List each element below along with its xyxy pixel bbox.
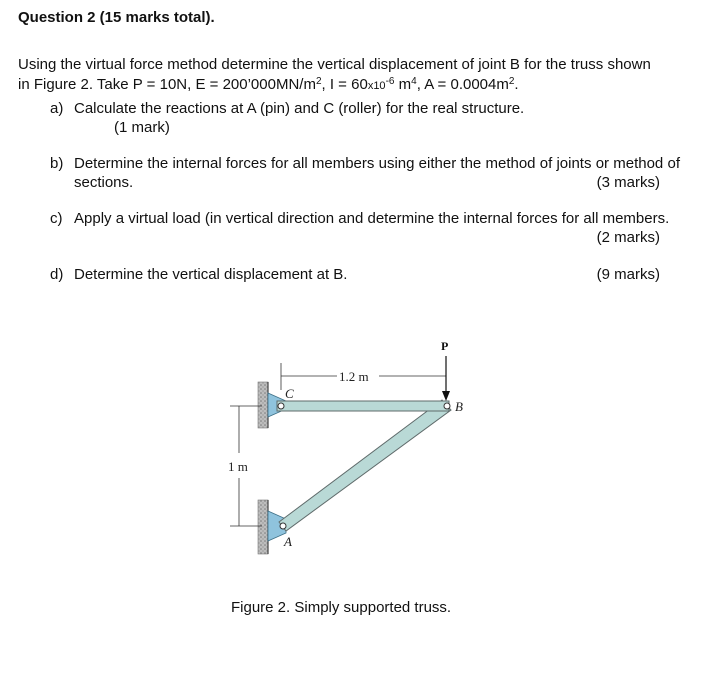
pin-a	[280, 523, 286, 529]
member-cb	[277, 401, 449, 411]
part-d-label: d)	[50, 266, 64, 283]
part-d-marks: (9 marks)	[596, 266, 660, 283]
member-ab	[279, 400, 451, 531]
intro-given-A: , A = 0.0004m	[416, 76, 509, 93]
question-heading: Question 2 (15 marks total).	[18, 9, 215, 26]
pin-c	[278, 403, 284, 409]
intro-given-E: in Figure 2. Take P = 10N, E = 200’000MN/m	[18, 76, 316, 93]
intro-x10: x10	[367, 80, 386, 92]
exp-squared: 2	[315, 76, 322, 87]
part-a-label: a)	[50, 100, 64, 117]
load-label-p: P	[441, 339, 449, 353]
part-a-marks: (1 mark)	[114, 119, 170, 136]
exp-squared-2: 2	[508, 76, 515, 87]
intro-m-unit: m	[394, 76, 412, 93]
figure-caption: Figure 2. Simply supported truss.	[231, 599, 452, 616]
part-b-label: b)	[50, 155, 64, 172]
part-c-label: c)	[50, 210, 63, 227]
exp-neg6: -6	[385, 76, 395, 87]
dim-vertical-label: 1 m	[228, 459, 248, 474]
load-arrow-p	[442, 356, 450, 401]
pin-b	[444, 403, 450, 409]
joint-label-a: A	[284, 534, 292, 549]
part-a-text: Calculate the reactions at A (pin) and C (roller) for the real structure.	[74, 100, 525, 117]
part-c-text: Apply a virtual load (in vertical direction and determine the internal forces for all members.	[74, 210, 670, 227]
intro-given-I: , I = 60	[321, 76, 368, 93]
part-b-text: Determine the internal forces for all members using either the method of joints or method of sections.	[74, 155, 680, 191]
dim-horizontal-label: 1.2 m	[339, 369, 369, 384]
part-d-text: Determine the vertical displacement at B.	[74, 266, 348, 283]
exp-fourth: 4	[411, 76, 417, 87]
joint-label-b: B	[455, 399, 463, 414]
part-c-marks: (2 marks)	[596, 229, 660, 246]
joint-label-c: C	[285, 386, 294, 401]
intro-period: .	[514, 76, 519, 93]
part-b-marks: (3 marks)	[596, 174, 660, 191]
intro-line-1: Using the virtual force method determine the vertical displacement of joint B for the truss shown	[18, 56, 651, 73]
